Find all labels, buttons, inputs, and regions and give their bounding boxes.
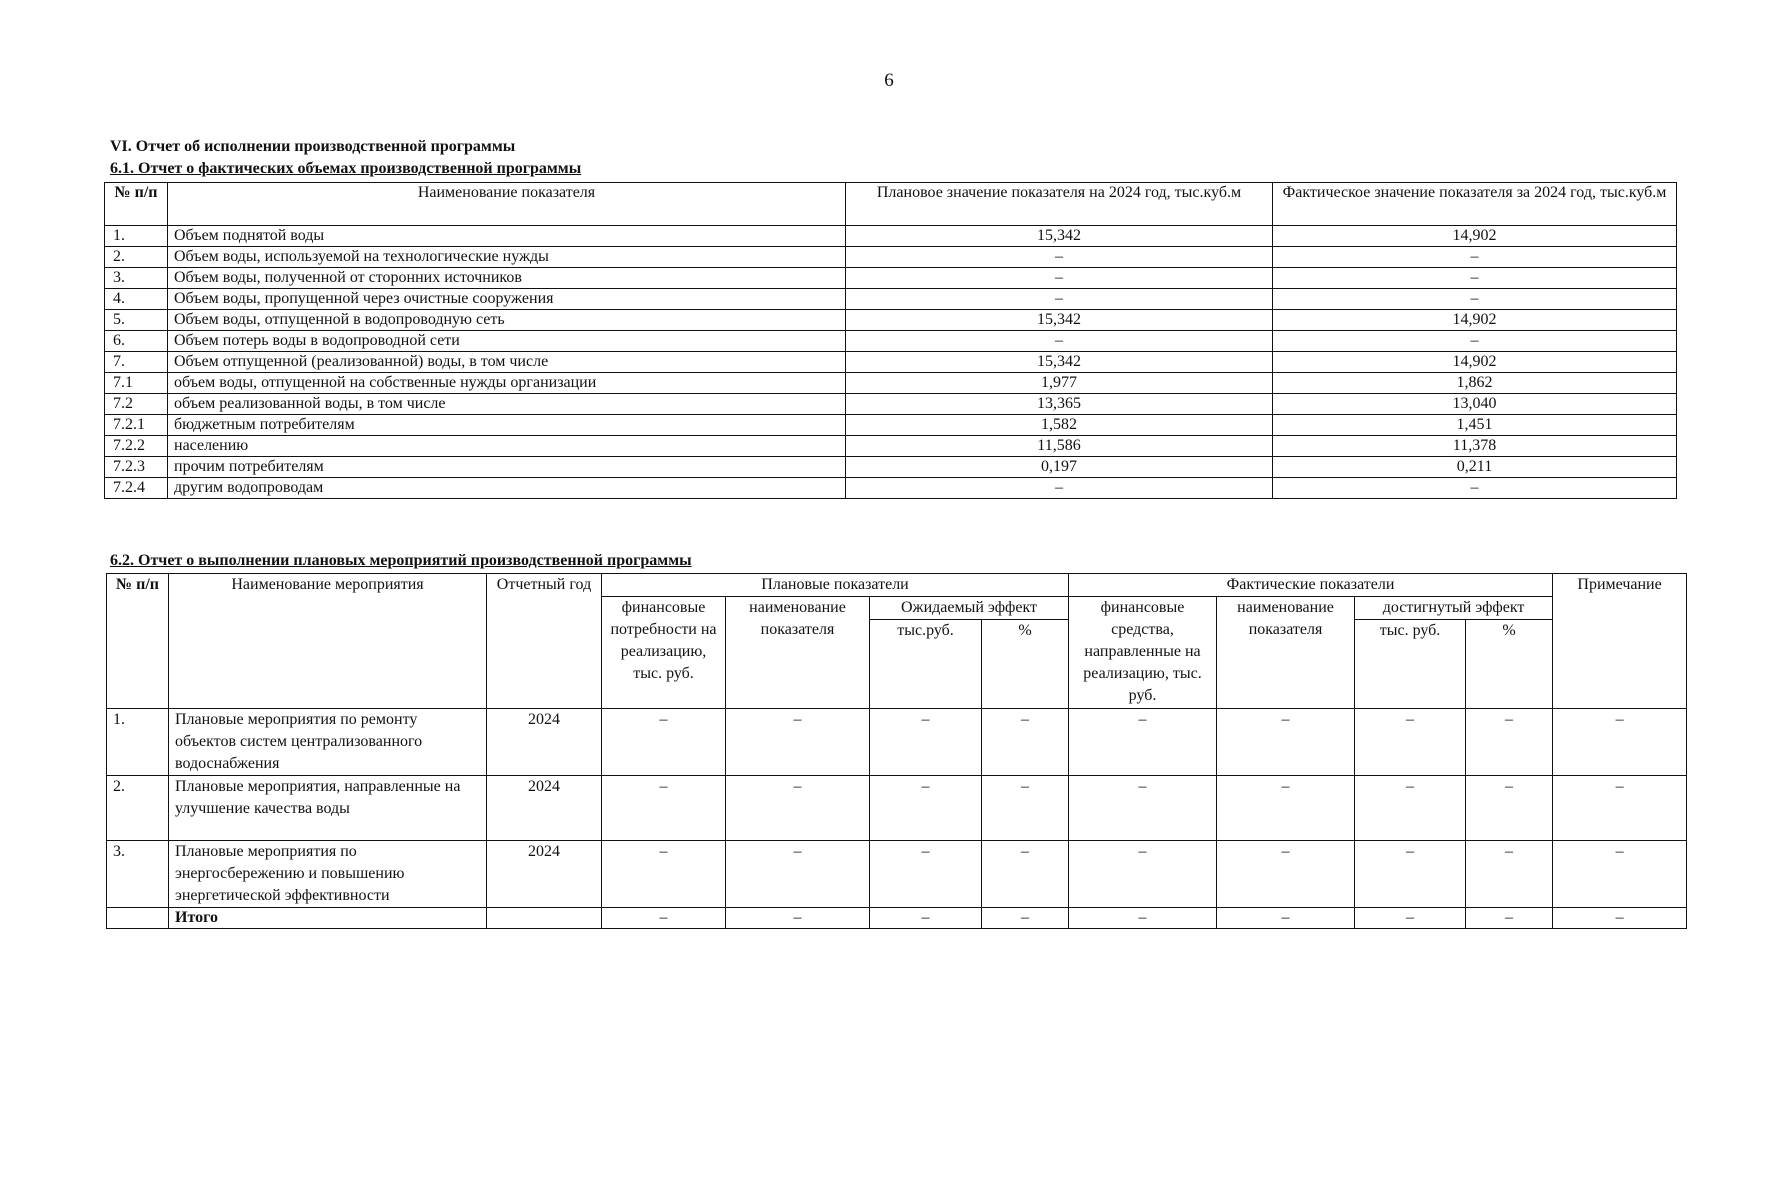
header-name: Наименование показателя: [168, 183, 846, 226]
header-fact-indicator: наименование показателя: [1217, 597, 1355, 709]
row-fact: 11,378: [1273, 436, 1677, 457]
row-value: –: [1466, 776, 1553, 841]
row-value: –: [602, 709, 726, 776]
row-plan: 11,586: [846, 436, 1273, 457]
row-plan: –: [846, 268, 1273, 289]
row-fact: 14,902: [1273, 352, 1677, 373]
row-name: Плановые мероприятия по энергосбережению и повышению энергетической эффективности: [169, 841, 487, 908]
row-num: 3.: [107, 841, 169, 908]
total-value: –: [870, 908, 982, 929]
table-row: [107, 841, 1687, 908]
total-num: [107, 908, 169, 929]
row-num: 7.2.1: [105, 415, 168, 436]
row-value: –: [1355, 709, 1466, 776]
table-row: [105, 373, 1677, 394]
row-value: –: [982, 776, 1069, 841]
row-value: –: [726, 776, 870, 841]
row-plan: –: [846, 289, 1273, 310]
row-value: –: [870, 709, 982, 776]
row-plan: 15,342: [846, 352, 1273, 373]
table-row: [105, 226, 1677, 247]
row-plan: 15,342: [846, 310, 1273, 331]
row-name: Объем воды, отпущенной в водопроводную сеть: [168, 310, 846, 331]
row-plan: 0,197: [846, 457, 1273, 478]
table-row: [105, 415, 1677, 436]
header-plan-financial: финансовые потребности на реализацию, тыс. руб.: [602, 597, 726, 709]
row-num: 7.: [105, 352, 168, 373]
row-value: –: [982, 709, 1069, 776]
row-num: 7.2: [105, 394, 168, 415]
row-name: прочим потребителям: [168, 457, 846, 478]
header-plan-rub: тыс.руб.: [870, 620, 982, 709]
table-row: [105, 289, 1677, 310]
row-value: –: [1355, 776, 1466, 841]
table-row: [105, 457, 1677, 478]
row-num: 5.: [105, 310, 168, 331]
total-year: [487, 908, 602, 929]
row-fact: 0,211: [1273, 457, 1677, 478]
row-num: 7.2.2: [105, 436, 168, 457]
planned-activities-table: [106, 573, 1687, 929]
row-num: 6.: [105, 331, 168, 352]
table-row: [107, 776, 1687, 841]
row-num: 7.2.4: [105, 478, 168, 499]
row-num: 1.: [107, 709, 169, 776]
row-fact: 14,902: [1273, 310, 1677, 331]
row-num: 2.: [107, 776, 169, 841]
section-heading: VI. Отчет об исполнении производственной программы: [110, 138, 516, 155]
section-6-1-title: 6.1. Отчет о фактических объемах производственной программы: [110, 160, 582, 177]
row-name: Объем отпущенной (реализованной) воды, в том числе: [168, 352, 846, 373]
row-name: другим водопроводам: [168, 478, 846, 499]
header-plan-group: Плановые показатели: [602, 574, 1069, 597]
row-value: –: [602, 776, 726, 841]
row-fact: 13,040: [1273, 394, 1677, 415]
row-value: –: [1069, 709, 1217, 776]
row-value: –: [1217, 841, 1355, 908]
total-value: –: [726, 908, 870, 929]
row-name: объем воды, отпущенной на собственные нужды организации: [168, 373, 846, 394]
table-row: [105, 478, 1677, 499]
total-value: –: [1069, 908, 1217, 929]
header-year: Отчетный год: [487, 574, 602, 709]
header-note: Примечание: [1553, 574, 1687, 709]
header-plan-indicator: наименование показателя: [726, 597, 870, 709]
row-fact: –: [1273, 478, 1677, 499]
row-name: объем реализованной воды, в том числе: [168, 394, 846, 415]
row-value: –: [870, 776, 982, 841]
header-fact-rub: тыс. руб.: [1355, 620, 1466, 709]
production-volume-table: [104, 182, 1677, 499]
header-fact: Фактическое значение показателя за 2024 год, тыс.куб.м: [1273, 183, 1677, 226]
row-num: 3.: [105, 268, 168, 289]
row-fact: 1,451: [1273, 415, 1677, 436]
row-plan: 15,342: [846, 226, 1273, 247]
row-num: 7.1: [105, 373, 168, 394]
table-header-row: [107, 574, 1687, 597]
row-value: –: [1217, 709, 1355, 776]
row-fact: 1,862: [1273, 373, 1677, 394]
header-name: Наименование мероприятия: [169, 574, 487, 709]
table-row: [105, 331, 1677, 352]
row-value: –: [602, 841, 726, 908]
row-value: –: [870, 841, 982, 908]
row-plan: 13,365: [846, 394, 1273, 415]
row-value: –: [1466, 709, 1553, 776]
header-fact-pct: %: [1466, 620, 1553, 709]
row-year: 2024: [487, 709, 602, 776]
header-num: № п/п: [107, 574, 169, 709]
table-row: [105, 268, 1677, 289]
total-row: [107, 908, 1687, 929]
row-name: Объем поднятой воды: [168, 226, 846, 247]
row-value: –: [1553, 776, 1687, 841]
header-plan-effect: Ожидаемый эффект: [870, 597, 1069, 620]
row-value: –: [1217, 776, 1355, 841]
row-value: –: [726, 709, 870, 776]
row-year: 2024: [487, 776, 602, 841]
row-name: бюджетным потребителям: [168, 415, 846, 436]
total-value: –: [1217, 908, 1355, 929]
row-name: Объем воды, полученной от сторонних источников: [168, 268, 846, 289]
table-row: [105, 352, 1677, 373]
header-fact-group: Фактические показатели: [1069, 574, 1553, 597]
row-name: Объем воды, используемой на технологические нужды: [168, 247, 846, 268]
row-value: –: [982, 841, 1069, 908]
row-name: Объем потерь воды в водопроводной сети: [168, 331, 846, 352]
section-6-2-title: 6.2. Отчет о выполнении плановых мероприятий производственной программы: [110, 552, 692, 569]
row-plan: –: [846, 478, 1273, 499]
page-number: 6: [884, 70, 894, 91]
row-value: –: [1069, 841, 1217, 908]
header-fact-effect: достигнутый эффект: [1355, 597, 1553, 620]
header-plan-pct: %: [982, 620, 1069, 709]
row-plan: 1,977: [846, 373, 1273, 394]
row-num: 7.2.3: [105, 457, 168, 478]
row-value: –: [1069, 776, 1217, 841]
total-value: –: [982, 908, 1069, 929]
row-value: –: [1553, 709, 1687, 776]
total-value: –: [1553, 908, 1687, 929]
total-value: –: [602, 908, 726, 929]
row-value: –: [1553, 841, 1687, 908]
header-fact-financial: финансовые средства, направленные на реализацию, тыс. руб.: [1069, 597, 1217, 709]
total-value: –: [1466, 908, 1553, 929]
row-plan: 1,582: [846, 415, 1273, 436]
row-num: 4.: [105, 289, 168, 310]
row-fact: –: [1273, 289, 1677, 310]
table-row: [105, 247, 1677, 268]
row-name: населению: [168, 436, 846, 457]
row-value: –: [1355, 841, 1466, 908]
row-fact: 14,902: [1273, 226, 1677, 247]
row-name: Плановые мероприятия по ремонту объектов систем централизованного водоснабжения: [169, 709, 487, 776]
total-label: Итого: [169, 908, 487, 929]
row-num: 1.: [105, 226, 168, 247]
table-row: [107, 709, 1687, 776]
table-header-row: [105, 183, 1677, 226]
table-row: [105, 436, 1677, 457]
row-name: Плановые мероприятия, направленные на улучшение качества воды: [169, 776, 487, 841]
row-fact: –: [1273, 268, 1677, 289]
row-year: 2024: [487, 841, 602, 908]
header-num: № п/п: [105, 183, 168, 226]
table-row: [105, 394, 1677, 415]
row-fact: –: [1273, 247, 1677, 268]
table-row: [105, 310, 1677, 331]
row-fact: –: [1273, 331, 1677, 352]
row-value: –: [726, 841, 870, 908]
row-name: Объем воды, пропущенной через очистные сооружения: [168, 289, 846, 310]
header-plan: Плановое значение показателя на 2024 год, тыс.куб.м: [846, 183, 1273, 226]
row-value: –: [1466, 841, 1553, 908]
row-plan: –: [846, 247, 1273, 268]
row-plan: –: [846, 331, 1273, 352]
row-num: 2.: [105, 247, 168, 268]
total-value: –: [1355, 908, 1466, 929]
